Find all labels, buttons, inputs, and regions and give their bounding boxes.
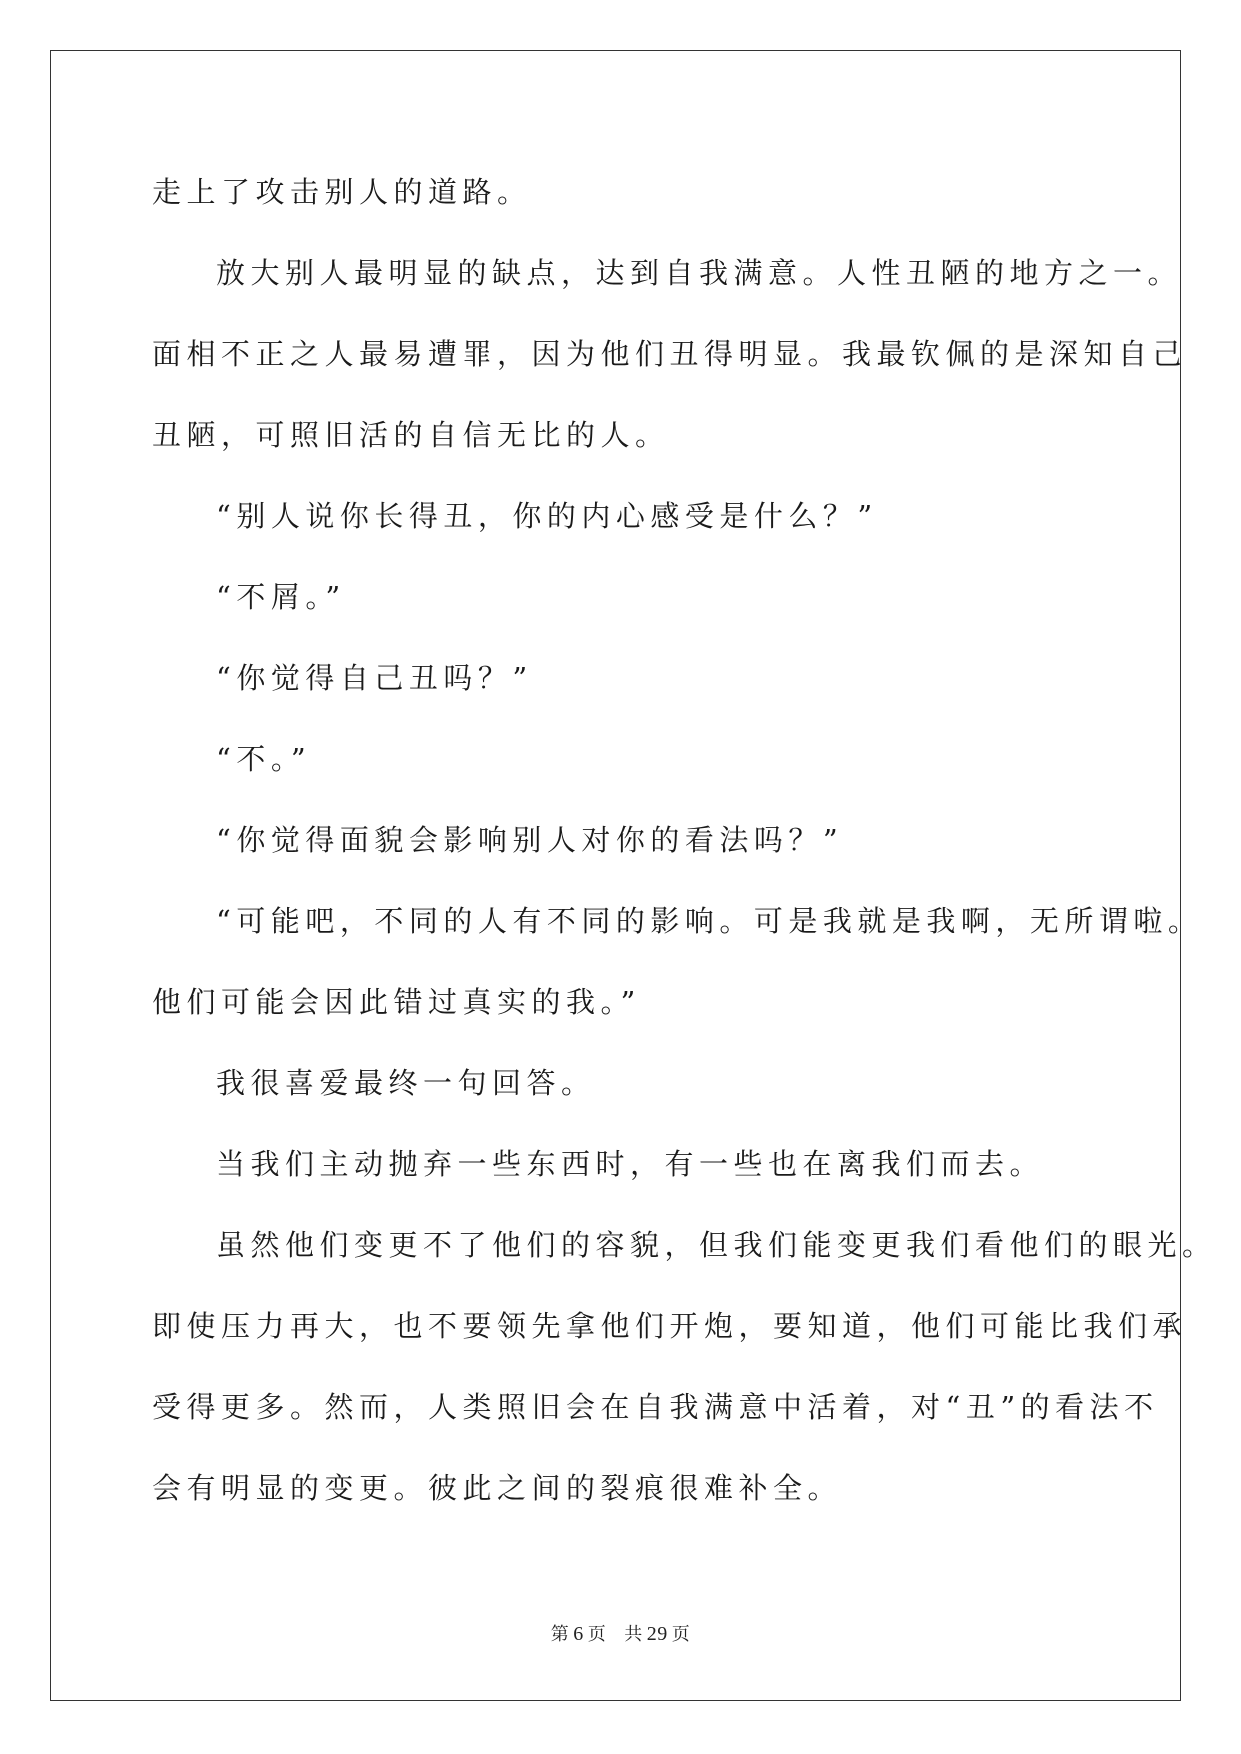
page-footer: [0, 1620, 1241, 1646]
text-line: 会有明显的变更。彼此之间的裂痕很难补全。: [152, 1471, 843, 1505]
text-line: “你觉得自己丑吗？”: [216, 661, 533, 695]
total-pages: 29: [646, 1623, 668, 1645]
text-line: 他们可能会因此错过真实的我。”: [152, 985, 641, 1019]
text-line: 放大别人最明显的缺点，达到自我满意。人性丑陋的地方之一。: [216, 256, 1183, 290]
total-prefix: 共: [624, 1624, 643, 1644]
page-number: 6: [573, 1623, 584, 1645]
text-line: 面相不正之人最易遭罪，因为他们丑得明显。我最钦佩的是深知自己: [152, 337, 1188, 371]
text-line: 即使压力再大，也不要领先拿他们开炮，要知道，他们可能比我们承: [152, 1309, 1188, 1343]
text-line: “可能吧，不同的人有不同的影响。可是我就是我啊，无所谓啦。: [216, 904, 1203, 938]
page-prefix: 第: [550, 1624, 570, 1644]
text-line: “不屑。”: [216, 580, 346, 614]
text-line: 丑陋，可照旧活的自信无比的人。: [152, 418, 670, 452]
text-line: 走上了攻击别人的道路。: [152, 175, 532, 209]
text-line: 虽然他们变更不了他们的容貌，但我们能变更我们看他们的眼光。: [216, 1228, 1217, 1262]
document-body: [152, 162, 1217, 1539]
text-line: “别人说你长得丑，你的内心感受是什么？”: [216, 499, 878, 533]
text-line: “你觉得面貌会影响别人对你的看法吗？”: [216, 823, 844, 857]
text-line: “不。”: [216, 742, 312, 776]
total-suffix: 页: [671, 1624, 691, 1644]
text-line: 受得更多。然而，人类照旧会在自我满意中活着，对“丑”的看法不: [152, 1390, 1159, 1424]
text-line: 当我们主动抛弃一些东西时，有一些也在离我们而去。: [216, 1147, 1045, 1181]
text-line: 我很喜爱最终一句回答。: [216, 1066, 596, 1100]
page-suffix: 页: [587, 1624, 607, 1644]
